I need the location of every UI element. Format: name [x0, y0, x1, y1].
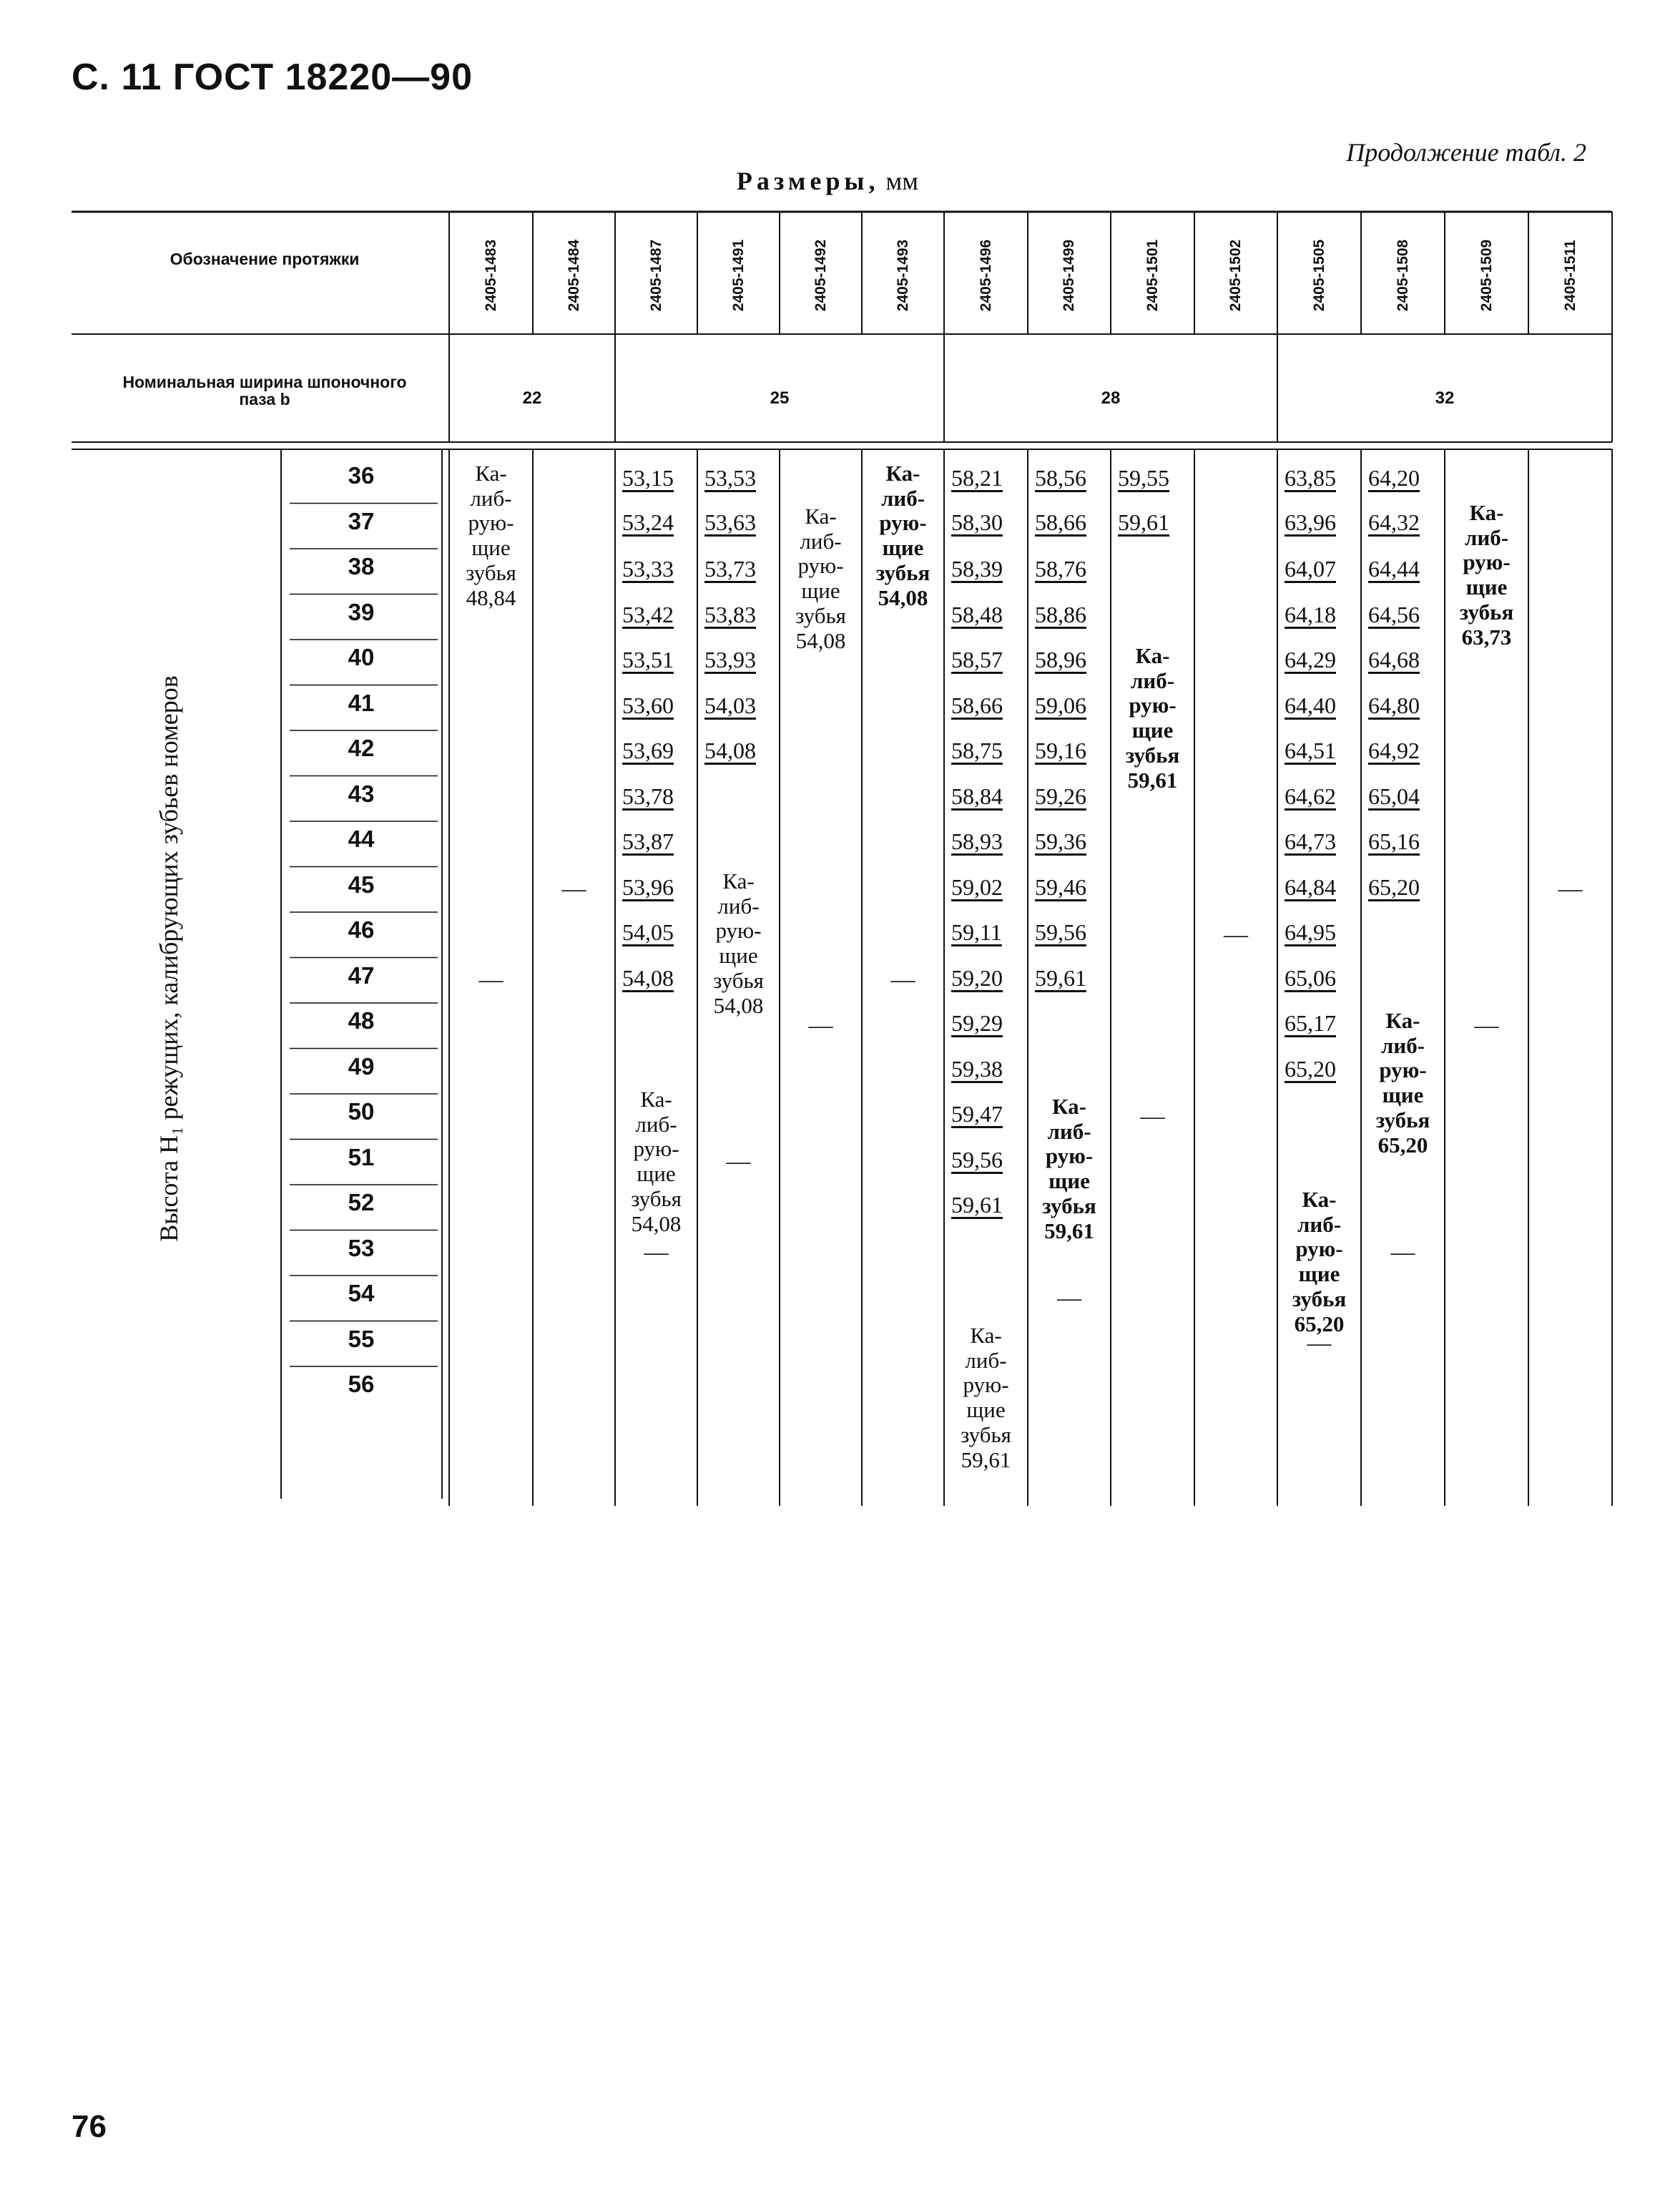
height-value: 64,40: [1285, 692, 1336, 718]
height-value: 53,96: [622, 873, 674, 900]
empty-dash: —: [890, 966, 915, 994]
page-header: С. 11 ГОСТ 18220—90: [72, 57, 473, 98]
height-value: 58,76: [1035, 556, 1086, 582]
height-value: 59,16: [1035, 738, 1086, 763]
height-value: 58,48: [951, 601, 1003, 627]
height-value: 65,20: [1285, 1055, 1336, 1082]
column-code: 2405-1511: [1561, 240, 1578, 311]
empty-dash: —: [561, 876, 586, 903]
empty-dash: —: [1307, 1330, 1332, 1357]
row-number: 45: [348, 871, 375, 898]
height-value: 58,39: [951, 556, 1003, 582]
calibrating-teeth-note: Ка- либ- рую- щие зубья 59,61: [1042, 1094, 1096, 1243]
column-code: 2405-1491: [730, 239, 747, 312]
height-value: 64,18: [1285, 601, 1336, 627]
height-value: 64,29: [1285, 647, 1336, 672]
height-value: 59,02: [951, 873, 1003, 900]
height-value: 59,61: [951, 1192, 1003, 1218]
height-value: 53,63: [704, 509, 756, 535]
height-value: 65,17: [1285, 1010, 1336, 1036]
continuation-note: Продолжение табл. 2: [1346, 138, 1586, 167]
row-number: 39: [348, 598, 375, 625]
height-value: 63,85: [1285, 465, 1336, 491]
row-axis-label: Высота H₁ режущих, калибрующих зубьев номеров: [154, 675, 183, 1242]
nominal-width-value: 25: [770, 388, 790, 408]
height-value: 65,06: [1285, 964, 1336, 991]
empty-dash: —: [1390, 1239, 1415, 1266]
height-value: 59,55: [1118, 465, 1169, 491]
height-value: 53,33: [622, 556, 674, 582]
column-code: 2405-1509: [1478, 239, 1495, 312]
column-code: 2405-1493: [894, 239, 911, 312]
column-code: 2405-1484: [565, 239, 582, 312]
height-value: 58,84: [951, 783, 1003, 809]
column-code: 2405-1508: [1394, 239, 1411, 312]
height-value: 59,11: [951, 919, 1002, 945]
height-value: 58,30: [951, 509, 1003, 535]
height-value: 59,36: [1035, 828, 1086, 854]
height-value: 53,83: [704, 601, 756, 627]
empty-dash: —: [808, 1012, 833, 1039]
height-value: 64,07: [1285, 556, 1336, 582]
height-value: 59,06: [1035, 692, 1086, 718]
empty-dash: —: [1558, 876, 1583, 903]
height-value: 58,93: [951, 828, 1003, 854]
row-number: 48: [348, 1007, 375, 1034]
size-caption-unit: мм: [885, 167, 919, 195]
column-code: 2405-1483: [482, 239, 499, 312]
calibrating-teeth-note: Ка- либ- рую- щие зубья 54,08: [631, 1087, 682, 1236]
height-value: 53,42: [622, 601, 674, 627]
height-value: 53,93: [704, 647, 756, 672]
header-designation: Обозначение протяжки: [170, 250, 360, 268]
row-number: 56: [348, 1371, 375, 1397]
column-code: 2405-1505: [1310, 239, 1327, 312]
height-value: 54,08: [622, 964, 674, 991]
height-value: 53,51: [622, 647, 674, 672]
height-value: 59,56: [951, 1146, 1003, 1173]
row-number: 38: [348, 553, 375, 579]
row-number: 47: [348, 961, 375, 989]
height-value: 64,84: [1285, 873, 1336, 900]
height-value: 58,86: [1035, 601, 1086, 627]
column-code: 2405-1502: [1227, 239, 1244, 312]
calibrating-teeth-note: Ка- либ- рую- щие зубья 59,61: [961, 1323, 1011, 1472]
row-number: 52: [348, 1189, 375, 1215]
height-value: 54,08: [704, 738, 756, 763]
height-value: 64,44: [1368, 556, 1420, 582]
height-value: 58,66: [1035, 509, 1086, 535]
row-number: 42: [348, 735, 375, 761]
height-value: 64,32: [1368, 509, 1420, 535]
height-value: 58,75: [951, 738, 1003, 763]
height-value: 64,73: [1285, 828, 1336, 854]
calibrating-teeth-note: Ка- либ- рую- щие зубья 54,08: [713, 868, 764, 1018]
height-value: 64,62: [1285, 783, 1336, 809]
column-code: 2405-1499: [1061, 239, 1077, 312]
empty-dash: —: [644, 1239, 669, 1266]
empty-dash: —: [1140, 1102, 1165, 1130]
row-number: 43: [348, 780, 375, 807]
row-number: 44: [348, 826, 375, 852]
calibrating-teeth-note: Ка- либ- рую- щие зубья 63,73: [1459, 500, 1514, 650]
height-value: 65,04: [1368, 783, 1420, 809]
height-value: 59,46: [1035, 873, 1086, 900]
nominal-width-value: 28: [1101, 388, 1121, 408]
height-value: 53,78: [622, 783, 674, 809]
height-value: 59,61: [1118, 509, 1169, 535]
height-value: 58,56: [1035, 465, 1086, 491]
height-value: 59,38: [951, 1055, 1003, 1082]
column-code: 2405-1501: [1144, 239, 1161, 312]
height-value: 64,92: [1368, 738, 1420, 763]
calibrating-teeth-note: Ка- либ- рую- щие зубья 65,20: [1292, 1187, 1347, 1336]
height-value: 58,96: [1035, 647, 1086, 672]
height-value: 53,87: [622, 828, 674, 854]
calibrating-teeth-note: Ка- либ- рую- щие зубья 54,08: [795, 504, 846, 653]
empty-dash: —: [1474, 1012, 1499, 1039]
height-value: 53,69: [622, 738, 674, 763]
calibrating-teeth-note: Ка- либ- рую- щие зубья 48,84: [466, 461, 516, 610]
size-caption-label: Размеры,: [736, 167, 880, 195]
height-value: 65,16: [1368, 828, 1420, 854]
row-number: 55: [348, 1325, 375, 1352]
height-value: 63,96: [1285, 509, 1336, 535]
empty-dash: —: [478, 966, 504, 994]
row-number: 49: [348, 1052, 375, 1080]
nominal-width-value: 22: [522, 388, 542, 408]
height-value: 59,26: [1035, 783, 1086, 809]
height-value: 65,20: [1368, 873, 1420, 900]
height-value: 59,61: [1035, 964, 1086, 991]
height-value: 53,15: [622, 465, 674, 491]
header-nominal-width: Номинальная ширина шпоночного паза b: [122, 373, 407, 409]
height-value: 53,60: [622, 692, 674, 718]
row-number: 41: [348, 689, 375, 716]
height-value: 53,53: [704, 465, 756, 491]
height-value: 53,73: [704, 556, 756, 582]
column-code: 2405-1492: [812, 239, 829, 312]
row-number: 53: [348, 1234, 375, 1261]
height-value: 64,56: [1368, 601, 1420, 627]
height-value: 58,66: [951, 692, 1003, 718]
height-value: 59,29: [951, 1010, 1003, 1036]
page-number: 76: [72, 2109, 107, 2144]
height-value: 59,47: [951, 1101, 1003, 1127]
row-number: 46: [348, 916, 375, 943]
row-number: 40: [348, 644, 375, 670]
calibrating-teeth-note: Ка- либ- рую- щие зубья 65,20: [1375, 1008, 1430, 1158]
height-value: 59,20: [951, 964, 1003, 991]
height-value: 64,51: [1285, 738, 1336, 763]
row-number: 50: [348, 1098, 375, 1125]
height-value: 53,24: [622, 509, 674, 535]
column-code: 2405-1496: [977, 239, 994, 312]
height-value: 58,21: [951, 465, 1003, 491]
empty-dash: —: [1057, 1284, 1081, 1311]
row-number: 51: [348, 1143, 375, 1170]
calibrating-teeth-note: Ка- либ- рую- щие зубья 54,08: [875, 461, 930, 610]
calibrating-teeth-note: Ка- либ- рую- щие зубья 59,61: [1125, 643, 1180, 793]
row-number: 54: [348, 1280, 375, 1306]
row-number: 36: [348, 462, 375, 489]
nominal-width-value: 32: [1435, 388, 1455, 408]
height-value: 64,20: [1368, 465, 1420, 491]
empty-dash: —: [726, 1148, 751, 1175]
height-value: 64,68: [1368, 647, 1420, 672]
height-value: 54,03: [704, 692, 756, 718]
column-code: 2405-1487: [647, 239, 664, 312]
empty-dash: —: [1224, 921, 1248, 948]
height-value: 58,57: [951, 647, 1003, 672]
height-value: 64,80: [1368, 692, 1420, 718]
height-value: 59,56: [1035, 919, 1086, 945]
height-value: 64,95: [1285, 919, 1336, 945]
row-number: 37: [348, 507, 375, 534]
height-value: 54,05: [622, 919, 674, 945]
